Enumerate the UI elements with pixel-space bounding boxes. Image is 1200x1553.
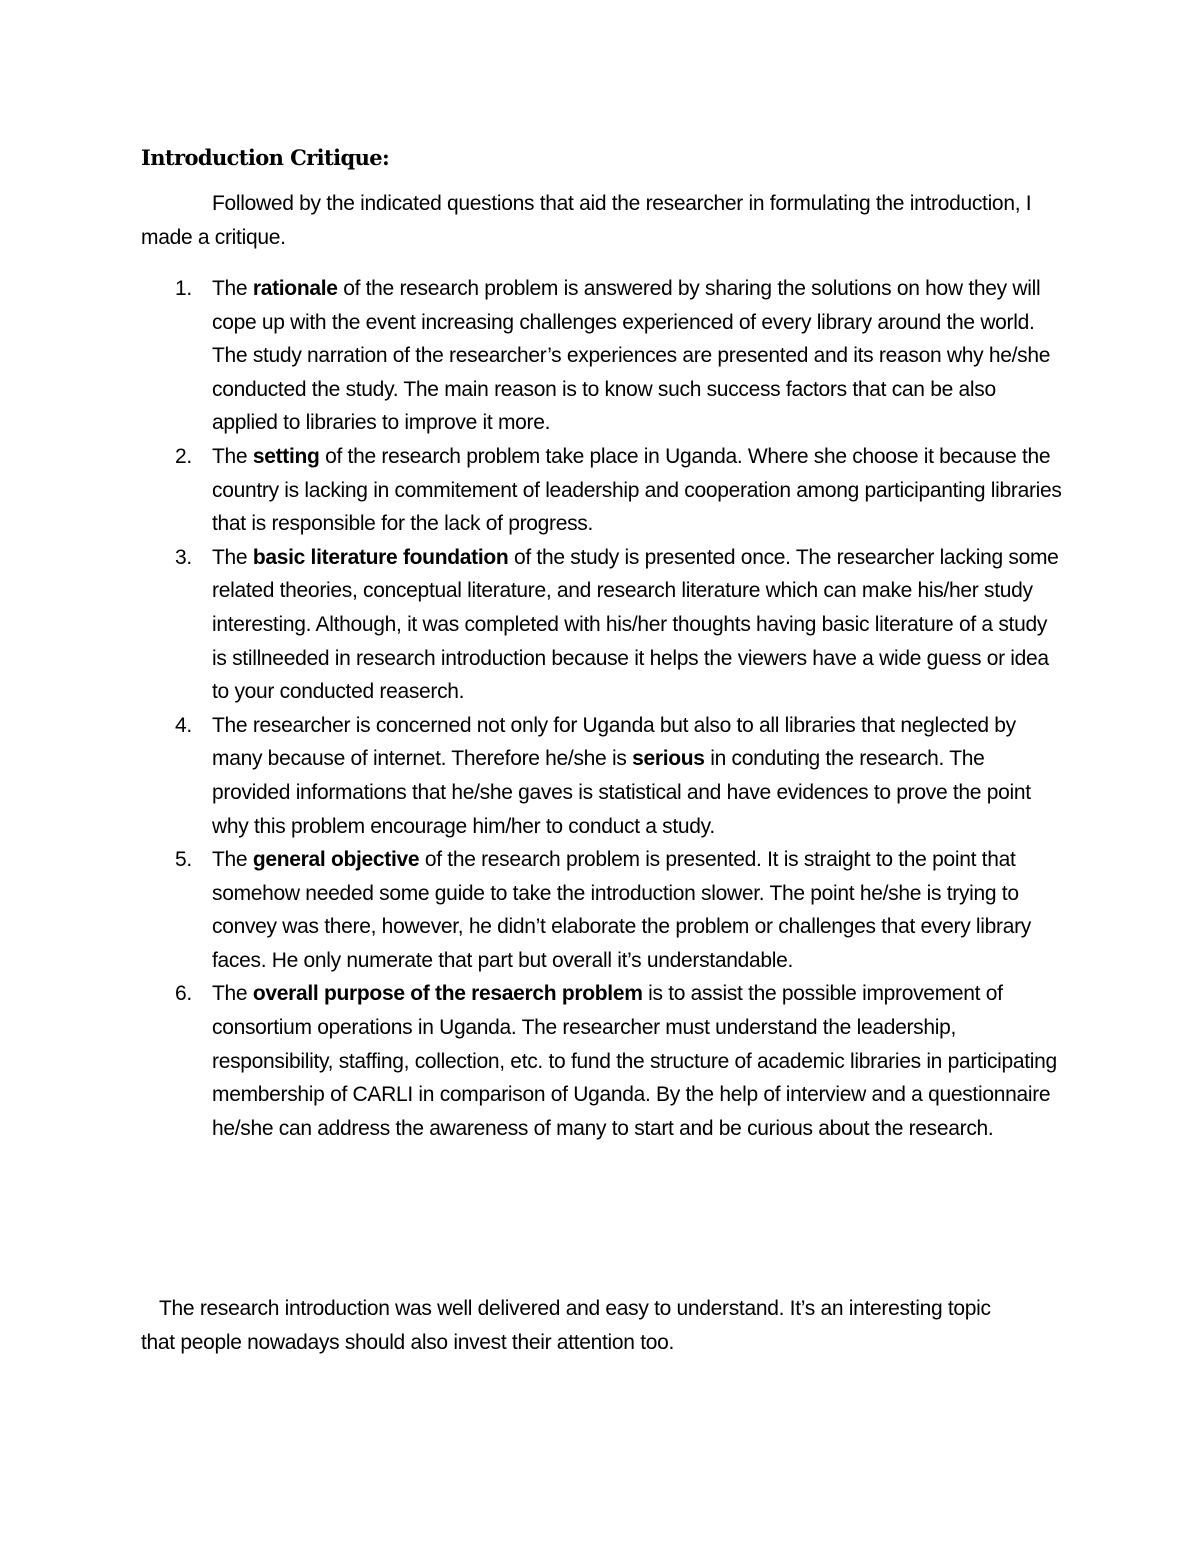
intro-paragraph: Followed by the indicated questions that aid the researcher in formulating the introduction, I made a critique. xyxy=(141,192,1032,249)
critique-item-setting xyxy=(141,440,1066,541)
critique-list xyxy=(141,272,1066,1145)
item-text-after: in conduting the research. The provided informations that he/she gaves is statistical and have evidences to prove the point why this problem encourage him/her to conduct a study. xyxy=(212,747,1031,838)
item-text xyxy=(212,843,1066,977)
item-number: 2. xyxy=(175,444,192,468)
conclusion-paragraph: The research introduction was well delivered and easy to understand. It’s an interesting topic that people nowadays should also invest their attention too. xyxy=(141,1297,991,1354)
critique-item-literature xyxy=(141,541,1066,709)
item-keyword: setting xyxy=(252,444,320,468)
item-text-before: The xyxy=(212,848,253,872)
item-text-after: of the research problem is answered by sharing the solutions on how they will cope up with the event increasing challenges experienced of every library around the world. The study narration of the researcher’s experiences are presented and its reason why he/she conducted the study. The main reason is to know such success factors that can be also applied to libraries to improve it more. xyxy=(212,277,1051,435)
item-text-after: of the research problem is presented. It is straight to the point that somehow needed some guide to take the introduction slower. The point he/she is trying to convey was there, however, he didn’t elaborate the problem or challenges that every library faces. He only numerate that part but overall it’s understandable. xyxy=(212,848,1032,972)
item-text xyxy=(212,272,1066,440)
item-number: 4. xyxy=(175,713,192,737)
item-keyword: rationale xyxy=(252,277,338,300)
critique-item-rationale xyxy=(141,272,1066,440)
item-number: 5. xyxy=(175,848,192,872)
item-text xyxy=(212,440,1066,541)
item-text-after: of the study is presented once. The researcher lacking some related theories, conceptual literature, and research literature which can make his/her study interesting. Although, it was completed with his/her thoughts having basic literature of a study is stillneeded in research introduction because it helps the viewers have a wide guess or idea to your conducted reaserch. xyxy=(212,545,1059,704)
item-text xyxy=(212,709,1066,843)
item-text-after: of the research problem take place in Uganda. Where she choose it because the country is lacking in commitement of leadership and cooperation among participanting libraries that is responsible for the lack of progress. xyxy=(212,444,1062,536)
item-number: 3. xyxy=(175,545,192,569)
item-text-after: is to assist the possible improvement of consortium operations in Uganda. The researcher must understand the leadership, responsibility, staffing, collection, etc. to fund the structure of academic libraries in participating membership of CARLI in comparison of Uganda. By the help of interview and a questionnaire he/she can address the awareness of many to start and be curious about the research. xyxy=(212,982,1057,1140)
document-heading: Introduction Critique: xyxy=(141,145,390,170)
item-text-before: The xyxy=(212,545,253,569)
item-keyword: serious xyxy=(632,747,705,771)
critique-item-significance xyxy=(141,709,1066,843)
item-text xyxy=(212,541,1066,709)
item-text-before: The xyxy=(212,444,253,468)
item-text-before: The xyxy=(212,277,253,300)
item-text-before: The researcher is concerned not only for Uganda but also to all libraries that neglected by many because of internet. Therefore he/she is xyxy=(212,713,1016,771)
critique-item-purpose xyxy=(141,977,1066,1145)
item-text xyxy=(212,977,1066,1145)
item-number: 6. xyxy=(175,982,192,1006)
item-number: 1. xyxy=(175,277,192,300)
item-keyword: basic literature foundation xyxy=(252,545,509,569)
critique-item-objective xyxy=(141,843,1066,977)
item-keyword: general objective xyxy=(252,848,420,872)
item-keyword: overall purpose of the resaerch problem xyxy=(252,982,643,1006)
item-text-before: The xyxy=(212,982,253,1006)
